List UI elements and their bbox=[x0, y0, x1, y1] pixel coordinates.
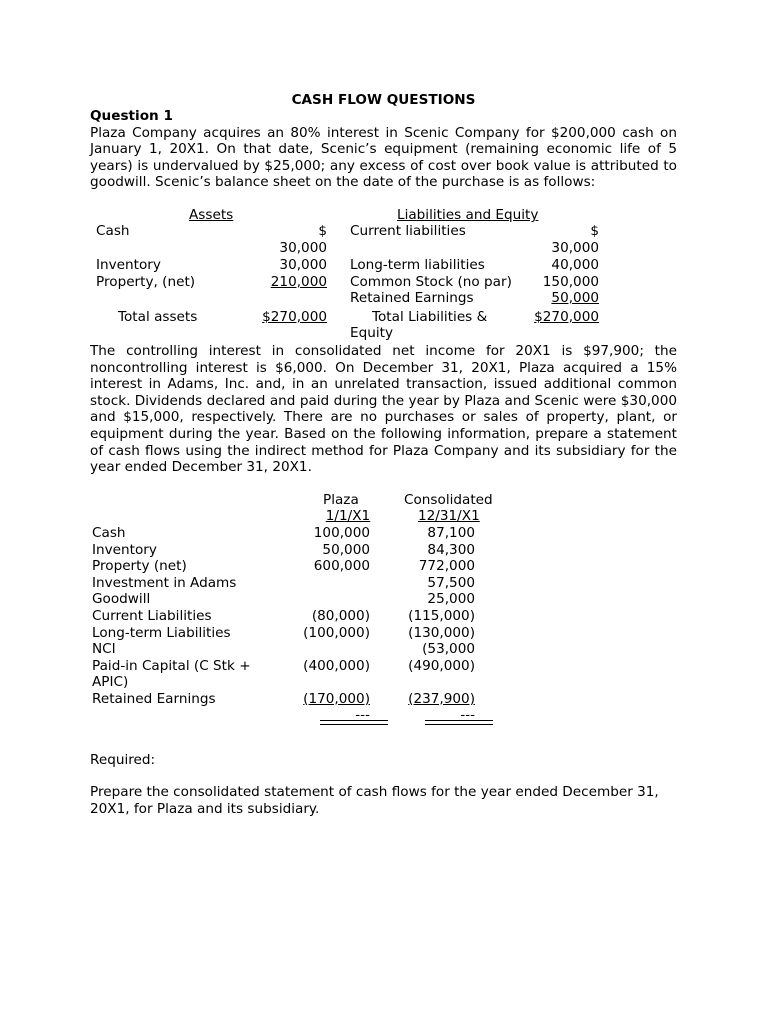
consolidated-total-value: --- bbox=[460, 706, 475, 723]
cash-value: 30,000 bbox=[279, 239, 327, 256]
current-liabilities-value: 30,000 bbox=[551, 239, 599, 256]
table-row-label: Long-term Liabilities bbox=[92, 624, 231, 641]
table-row-consolidated-value: (130,000) bbox=[408, 624, 475, 641]
table-row-label: Paid-in Capital (C Stk + bbox=[92, 657, 251, 674]
document-page bbox=[90, 92, 677, 818]
total-assets-value: $270,000 bbox=[262, 308, 327, 325]
question-heading: Question 1 bbox=[90, 108, 173, 124]
retained-earnings-label: Retained Earnings bbox=[350, 289, 474, 306]
table-row-plaza-value: 50,000 bbox=[322, 541, 370, 558]
required-text: Prepare the consolidated statement of cash flows for the year ended December 31, 20X1, for Plaza and its subsidiary. bbox=[90, 784, 659, 817]
total-liabilities-equity-label: Total Liabilities & bbox=[372, 308, 488, 325]
current-liabilities-dollar-sign: $ bbox=[590, 222, 599, 239]
table-row-consolidated-value: 87,100 bbox=[427, 524, 475, 541]
assets-header: Assets bbox=[189, 206, 234, 223]
table-row-label: Investment in Adams bbox=[92, 574, 237, 591]
intro-paragraph: Plaza Company acquires an 80% interest in Scenic Company for $200,000 cash on January 1, 20X1. On that date, Scenic’s equipment (remaining economic life of 5 years) is undervalued by $25,000; any excess of cost over book value is attributed to goodwill. Scenic’s balance sheet on the date of the purchase is as follows: bbox=[90, 124, 677, 191]
consolidated-double-underline bbox=[425, 720, 493, 725]
plaza-consolidated-table bbox=[90, 492, 677, 736]
table-row-plaza-value: (100,000) bbox=[303, 624, 370, 641]
balance-sheet bbox=[90, 207, 677, 342]
long-term-liabilities-value: 40,000 bbox=[551, 256, 599, 273]
table-row-label: Cash bbox=[92, 524, 126, 541]
consolidated-date-header: 12/31/X1 bbox=[418, 507, 480, 524]
total-liabilities-equity-label-2: Equity bbox=[350, 324, 393, 341]
table-row-label: Inventory bbox=[92, 541, 157, 558]
total-assets-label: Total assets bbox=[118, 308, 198, 325]
long-term-liabilities-label: Long-term liabilities bbox=[350, 256, 485, 273]
table-row-consolidated-value: 772,000 bbox=[418, 557, 475, 574]
table-row-consolidated-value: (490,000) bbox=[408, 657, 475, 674]
plaza-date-header: 1/1/X1 bbox=[325, 507, 371, 524]
cash-dollar-sign: $ bbox=[318, 222, 327, 239]
table-row-plaza-value: (80,000) bbox=[311, 607, 370, 624]
table-row-consolidated-value: (237,900) bbox=[408, 690, 475, 707]
table-row-plaza-value: (400,000) bbox=[303, 657, 370, 674]
table-row-consolidated-value: 25,000 bbox=[427, 590, 475, 607]
common-stock-label: Common Stock (no par) bbox=[350, 273, 512, 290]
plaza-column-header: Plaza bbox=[323, 491, 359, 508]
table-row-plaza-value: 100,000 bbox=[313, 524, 370, 541]
table-row-consolidated-value: 84,300 bbox=[427, 541, 475, 558]
inventory-label: Inventory bbox=[96, 256, 161, 273]
table-row-label: Retained Earnings bbox=[92, 690, 216, 707]
liabilities-equity-header: Liabilities and Equity bbox=[397, 206, 539, 223]
common-stock-value: 150,000 bbox=[542, 273, 599, 290]
table-row-label: Current Liabilities bbox=[92, 607, 212, 624]
required-label: Required: bbox=[90, 751, 156, 768]
table-row-consolidated-value: 57,500 bbox=[427, 574, 475, 591]
table-row-label: Property (net) bbox=[92, 557, 187, 574]
property-label: Property, (net) bbox=[96, 273, 196, 290]
table-row-label: NCI bbox=[92, 640, 116, 657]
table-row-label: APIC) bbox=[92, 673, 129, 690]
plaza-total-value: --- bbox=[355, 706, 370, 723]
second-paragraph: The controlling interest in consolidated net income for 20X1 is $97,900; the noncontrolling interest is $6,000. On December 31, 20X1, Plaza acquired a 15% interest in Adams, Inc. and, in an unrelated transaction, issued additional common stock. Dividends declared and paid during the year by Plaza and Scenic were $30,000 and $15,000, respectively. There are no purchases or sales of property, plant, or equipment during the year. Based on the following information, prepare a statement of cash flows using the indirect method for Plaza Company and its subsidiary for the year ended December 31, 20X1. bbox=[90, 342, 677, 476]
consolidated-column-header: Consolidated bbox=[404, 491, 493, 508]
plaza-double-underline bbox=[320, 720, 388, 725]
property-value: 210,000 bbox=[270, 273, 327, 290]
table-row-consolidated-value: (53,000 bbox=[422, 640, 475, 657]
table-row-label: Goodwill bbox=[92, 590, 151, 607]
table-row-plaza-value: (170,000) bbox=[303, 690, 370, 707]
total-liabilities-equity-value: $270,000 bbox=[534, 308, 599, 325]
inventory-value: 30,000 bbox=[279, 256, 327, 273]
current-liabilities-label: Current liabilities bbox=[350, 222, 466, 239]
retained-earnings-value: 50,000 bbox=[551, 289, 599, 306]
table-row-plaza-value: 600,000 bbox=[313, 557, 370, 574]
table-row-consolidated-value: (115,000) bbox=[408, 607, 475, 624]
document-title: CASH FLOW QUESTIONS bbox=[291, 92, 476, 108]
cash-label: Cash bbox=[96, 222, 130, 239]
